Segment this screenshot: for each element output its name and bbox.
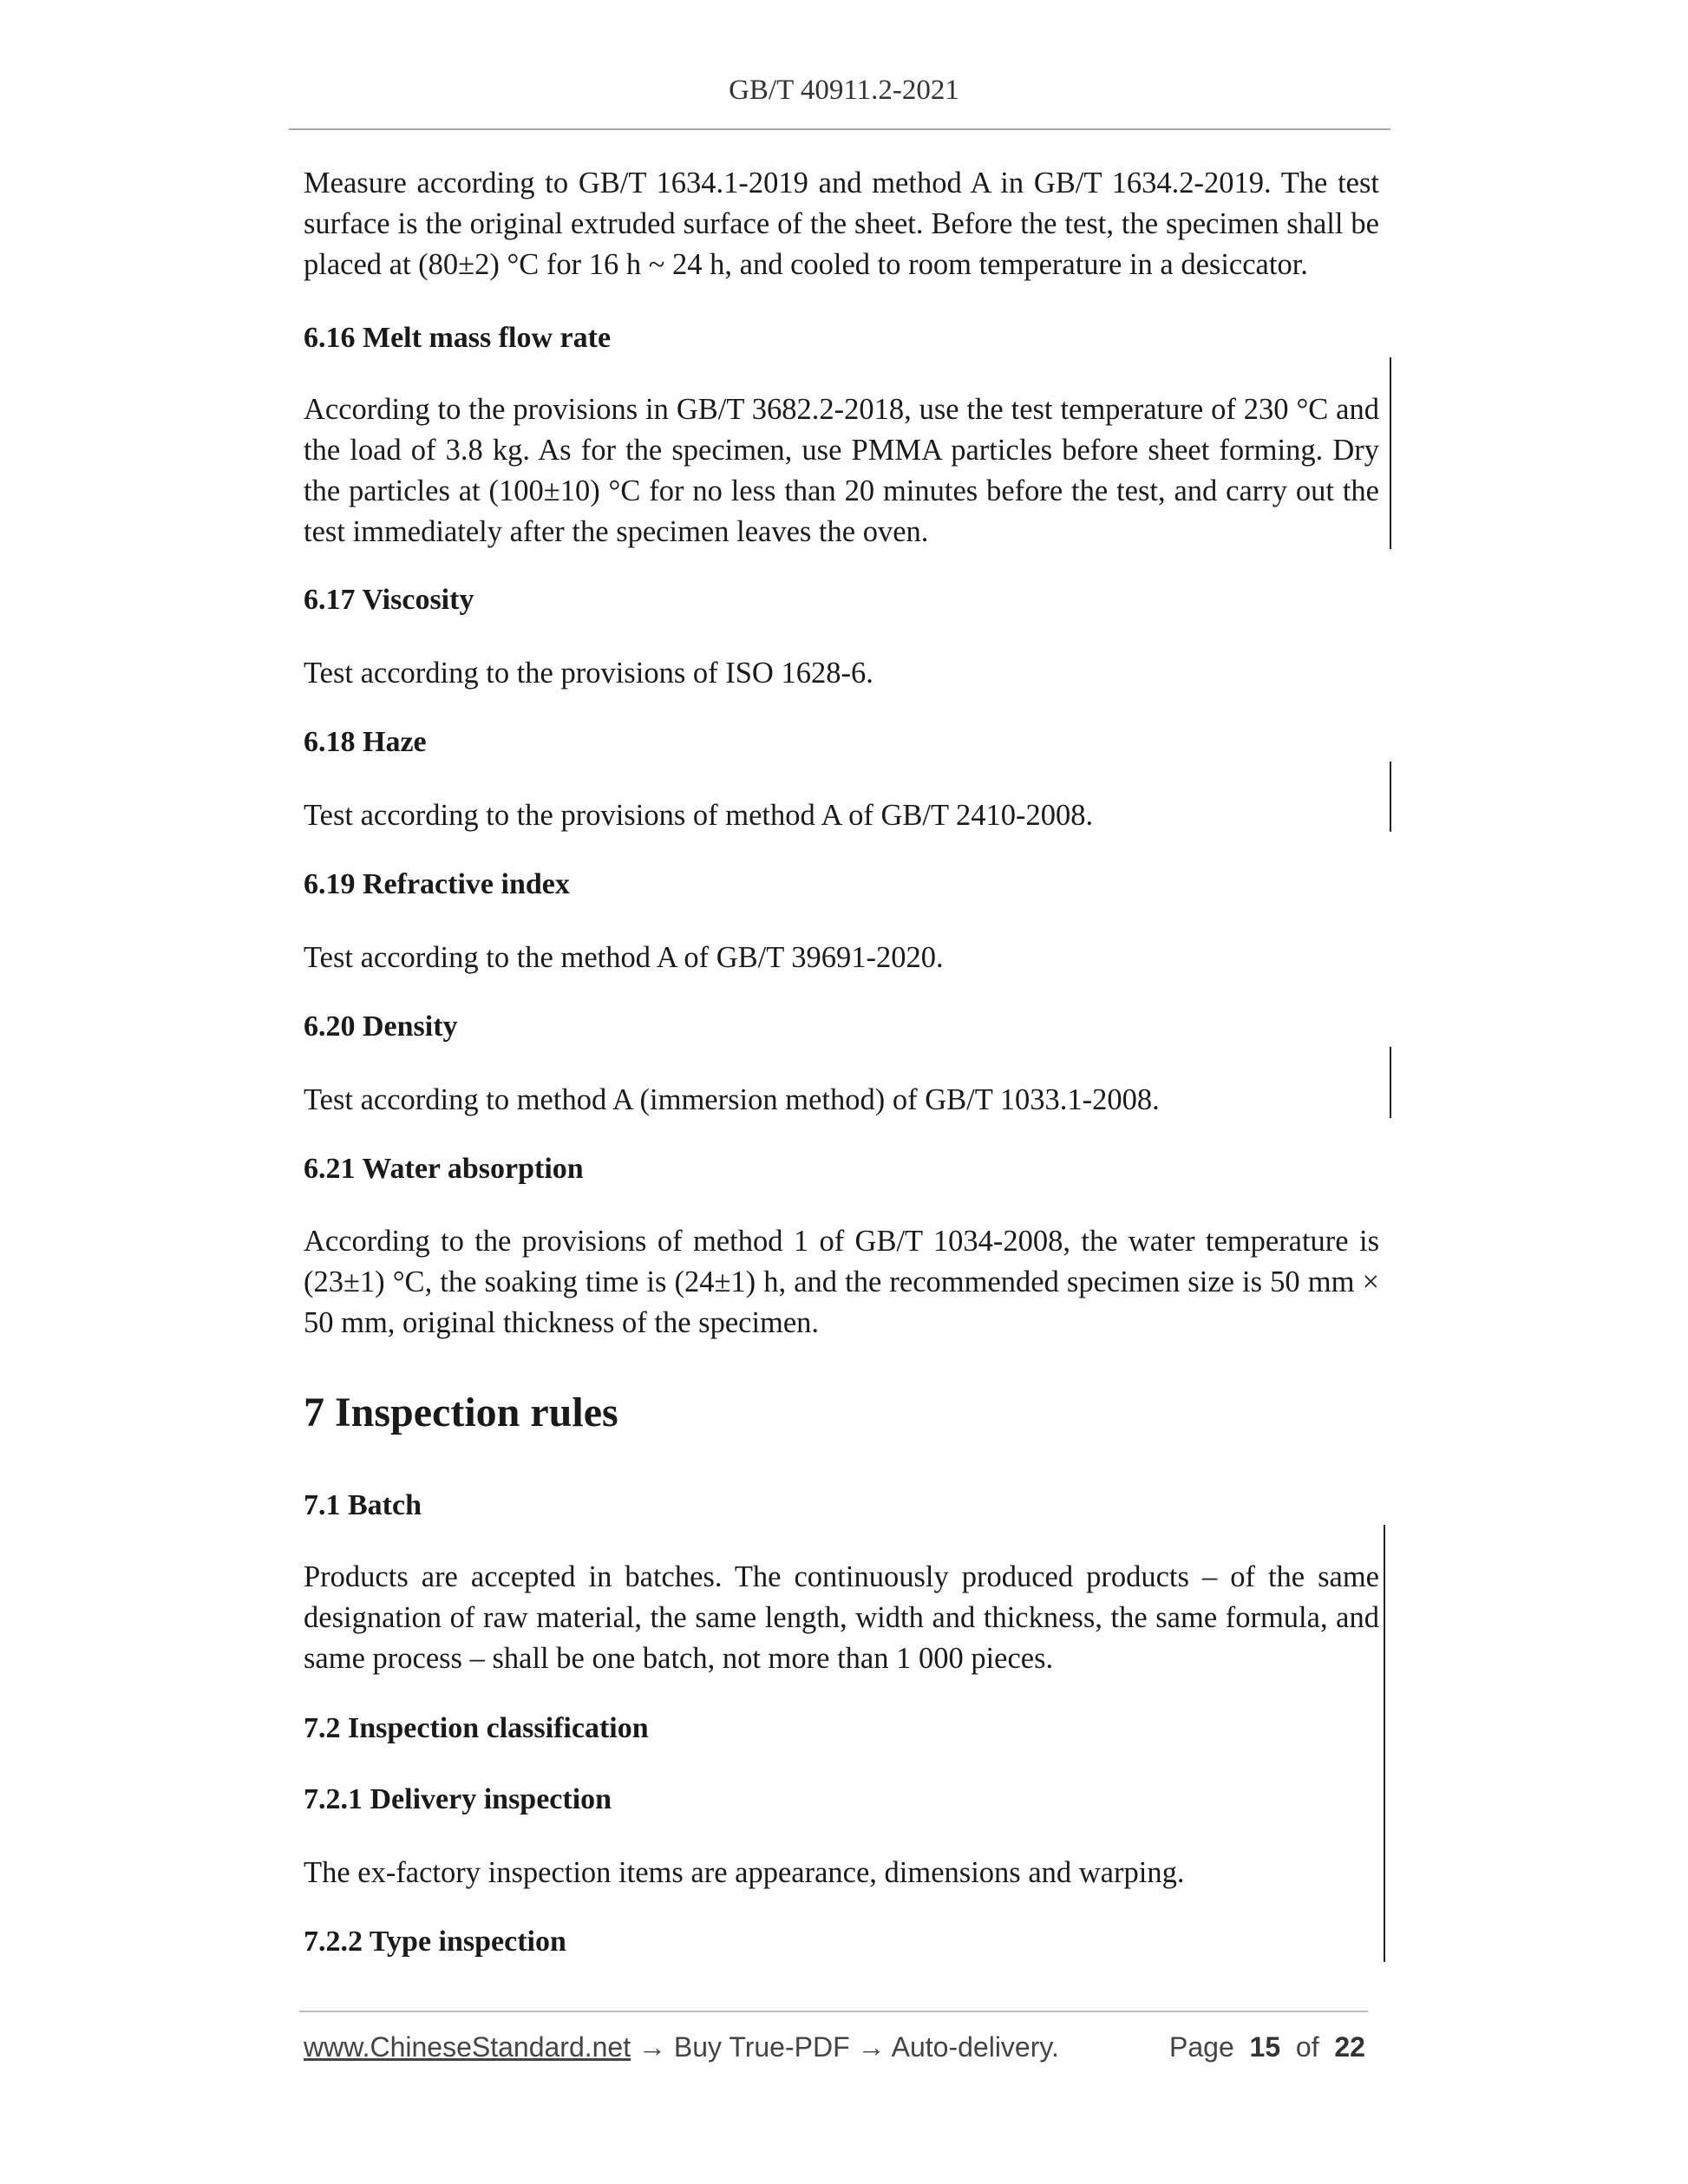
heading-7-1: 7.1 Batch: [304, 1489, 422, 1521]
arrow-icon: →: [638, 2031, 666, 2063]
heading-6-18: 6.18 Haze: [304, 726, 427, 758]
heading-7-2: 7.2 Inspection classification: [304, 1712, 649, 1744]
change-bar: [1390, 762, 1391, 832]
para-6-18: Test according to the provisions of method A of GB/T 2410-2008.: [304, 799, 1094, 832]
footer-divider: [299, 2011, 1368, 2012]
page-number: 15: [1249, 2031, 1281, 2063]
para-6-19: Test according to the method A of GB/T 39691-2020.: [304, 941, 944, 974]
page-indicator: [1169, 2028, 1365, 2066]
arrow-icon: →: [857, 2031, 886, 2063]
footer-promo: [304, 2028, 1059, 2066]
header-doc-id: GB/T 40911.2-2021: [729, 75, 959, 106]
delivery-text: Auto-delivery.: [891, 2031, 1059, 2063]
header-divider: [289, 128, 1390, 130]
heading-6-16: 6.16 Melt mass flow rate: [304, 322, 612, 354]
para-6-21: According to the provisions of method 1 of GB/T 1034-2008, the water temperature is (23±1) °C, the soaking time is (24±1) h, and the recommended specimen size is 50 mm × 50 mm, original thickness of the specimen.: [304, 1225, 1379, 1339]
heading-7-2-2: 7.2.2 Type inspection: [304, 1926, 566, 1958]
para-6-20: Test according to method A (immersion method) of GB/T 1033.1-2008.: [304, 1083, 1160, 1116]
intro-paragraph: Measure according to GB/T 1634.1-2019 and method A in GB/T 1634.2-2019. The test surface is the original extruded surface of the sheet. Before the test, the specimen shall be placed at (80±2) °C for 16 h ~ 24 h, and cooled to room temperature in a desiccator.: [304, 167, 1379, 281]
change-bar: [1390, 1047, 1391, 1118]
para-6-16: According to the provisions in GB/T 3682.2-2018, use the test temperature of 230 °C and the load of 3.8 kg. As for the specimen, use PMMA particles before sheet forming. Dry the particles at (100±10) °C for no less than 20 minutes before the test, and carry out the test immediately after the specimen leaves the oven.: [304, 393, 1379, 548]
para-7-1: Products are accepted in batches. The continuously produced products – of the same designation of raw material, the same length, width and thickness, the same formula, and same process – shall be one batch, not more than 1 000 pieces.: [304, 1560, 1379, 1675]
para-6-17: Test according to the provisions of ISO 1628-6.: [304, 657, 873, 690]
of-label: of: [1295, 2031, 1319, 2063]
heading-6-20: 6.20 Density: [304, 1010, 458, 1043]
para-7-2-1: The ex-factory inspection items are appearance, dimensions and warping.: [304, 1856, 1185, 1889]
change-bar: [1390, 357, 1391, 549]
page-label: Page: [1169, 2031, 1234, 2063]
heading-7: 7 Inspection rules: [304, 1390, 618, 1435]
heading-6-19: 6.19 Refractive index: [304, 868, 570, 900]
total-pages: 22: [1334, 2031, 1365, 2063]
website-link[interactable]: www.ChineseStandard.net: [304, 2031, 631, 2063]
heading-6-21: 6.21 Water absorption: [304, 1153, 584, 1185]
buy-text: Buy True-PDF: [673, 2031, 850, 2063]
change-bar: [1384, 1525, 1385, 1962]
heading-6-17: 6.17 Viscosity: [304, 584, 474, 616]
heading-7-2-1: 7.2.1 Delivery inspection: [304, 1783, 612, 1815]
